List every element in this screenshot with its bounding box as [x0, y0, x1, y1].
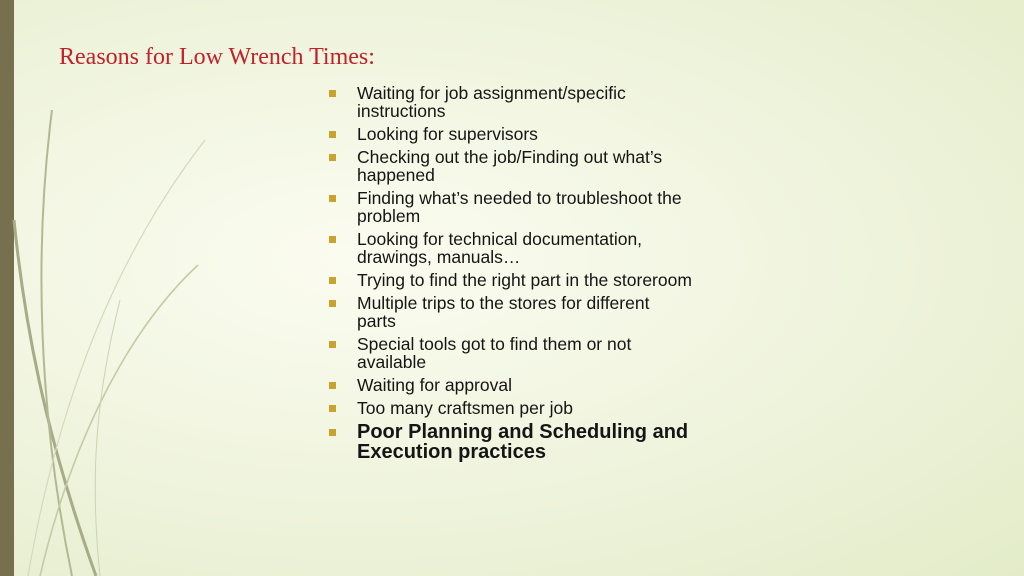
square-bullet-icon	[329, 429, 336, 436]
reasons-list	[322, 84, 692, 467]
square-bullet-icon	[329, 341, 336, 348]
square-bullet-icon	[329, 236, 336, 243]
list-item	[322, 294, 692, 330]
square-bullet-icon	[329, 405, 336, 412]
list-item-text: Checking out the job/Finding out what’s happened	[357, 147, 663, 185]
list-item-text: Special tools got to find them or not available	[357, 334, 632, 372]
list-item-text: Poor Planning and Scheduling and Execution practices	[357, 421, 689, 463]
list-item-text: Waiting for approval	[357, 375, 512, 395]
list-item-emphasized	[322, 422, 692, 462]
list-item	[322, 148, 692, 184]
list-item	[322, 84, 692, 120]
list-item-text: Multiple trips to the stores for different parts	[357, 293, 650, 331]
list-item	[322, 335, 692, 371]
list-item	[322, 189, 692, 225]
list-item-text: Looking for supervisors	[357, 124, 538, 144]
square-bullet-icon	[329, 277, 336, 284]
square-bullet-icon	[329, 90, 336, 97]
list-item-text: Looking for technical documentation, drawings, manuals…	[357, 229, 643, 267]
square-bullet-icon	[329, 131, 336, 138]
list-item-text: Finding what’s needed to troubleshoot the problem	[357, 188, 682, 226]
list-item	[322, 271, 692, 289]
square-bullet-icon	[329, 154, 336, 161]
list-item	[322, 125, 692, 143]
square-bullet-icon	[329, 382, 336, 389]
list-item-text: Waiting for job assignment/specific instructions	[357, 83, 626, 121]
slide-title: Reasons for Low Wrench Times:	[59, 44, 375, 70]
list-item	[322, 376, 692, 394]
square-bullet-icon	[329, 300, 336, 307]
list-item-text: Too many craftsmen per job	[357, 398, 573, 418]
list-item-text: Trying to find the right part in the storeroom	[357, 270, 692, 290]
list-item	[322, 230, 692, 266]
square-bullet-icon	[329, 195, 336, 202]
left-accent-bar	[0, 0, 14, 576]
list-item	[322, 399, 692, 417]
